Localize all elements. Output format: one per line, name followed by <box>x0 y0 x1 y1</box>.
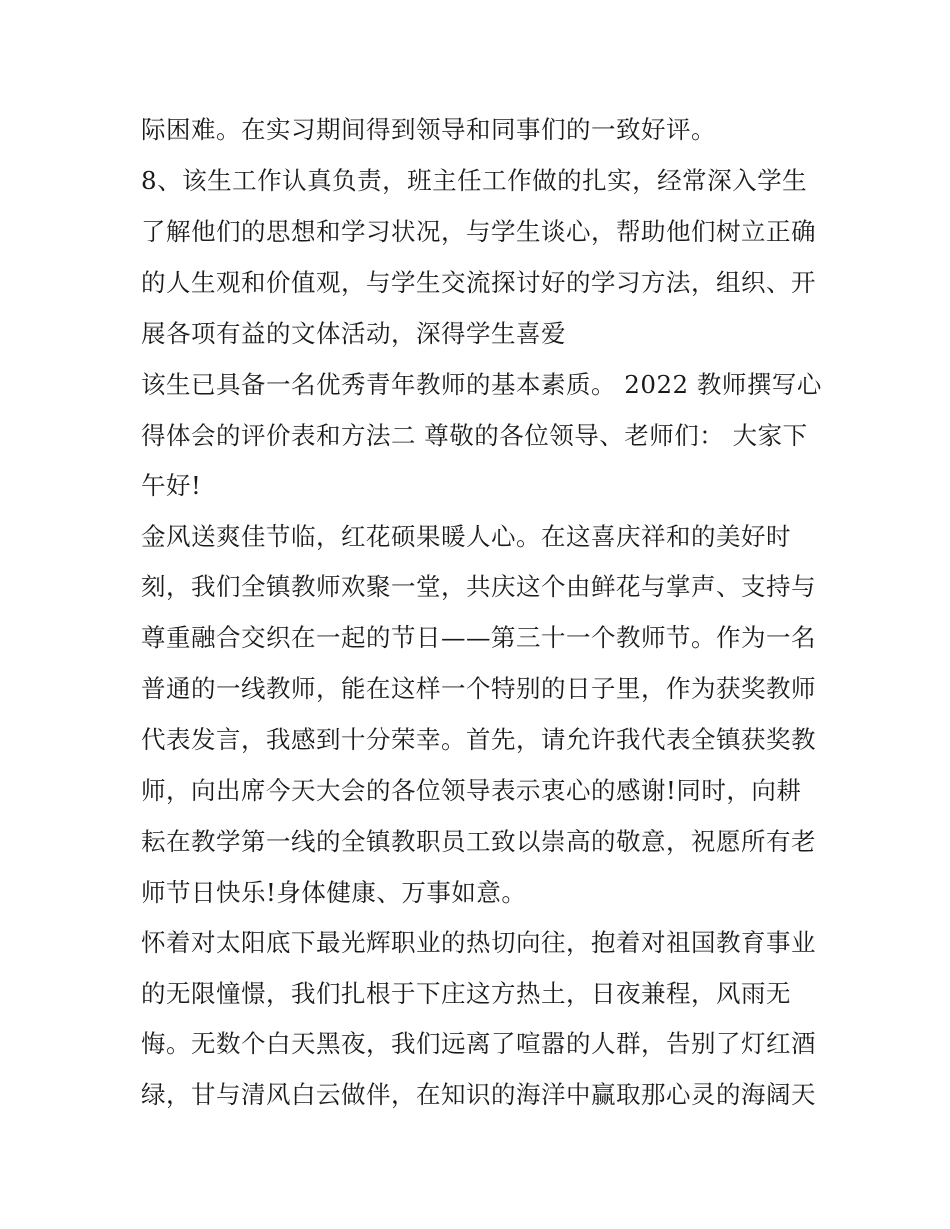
text-line: 绿，甘与清风白云做伴，在知识的海洋中赢取那心灵的海阔天 <box>141 1080 816 1109</box>
text-line: 尊重融合交织在一起的节日——第三十一个教师节。作为一名 <box>141 623 816 652</box>
text-line: 代表发言，我感到十分荣幸。首先，请允许我代表全镇获奖教 <box>141 725 816 754</box>
text-line: 得体会的评价表和方法二 尊敬的各位领导、老师们： 大家下 <box>141 421 808 450</box>
text-line: 怀着对太阳底下最光辉职业的热切向往，抱着对祖国教育事业 <box>141 928 816 957</box>
text-line: 展各项有益的文体活动，深得学生喜爱 <box>141 319 566 348</box>
text-line: 的人生观和价值观，与学生交流探讨好的学习方法，组织、开 <box>141 268 816 297</box>
text-line: 金风送爽佳节临，红花硕果暖人心。在这喜庆祥和的美好时 <box>141 522 791 551</box>
text-line: 8、该生工作认真负责，班主任工作做的扎实，经常深入学生 <box>141 166 808 195</box>
text-line: 悔。无数个白天黑夜，我们远离了喧嚣的人群，告别了灯红酒 <box>141 1029 816 1058</box>
text-line: 师节日快乐!身体健康、万事如意。 <box>141 878 527 907</box>
text-line: 刻，我们全镇教师欢聚一堂，共庆这个由鲜花与掌声、支持与 <box>141 572 816 601</box>
text-line: 午好! <box>141 471 202 500</box>
text-line: 了解他们的思想和学习状况，与学生谈心，帮助他们树立正确 <box>141 217 816 246</box>
text-line: 普通的一线教师，能在这样一个特别的日子里，作为获奖教师 <box>141 674 816 703</box>
text-line: 师，向出席今天大会的各位领导表示衷心的感谢!同时，向耕 <box>141 776 802 805</box>
text-line: 该生已具备一名优秀青年教师的基本素质。 2022 教师撰写心 <box>141 370 822 399</box>
text-line: 的无限憧憬，我们扎根于下庄这方热土，日夜兼程，风雨无 <box>141 979 791 1008</box>
text-line: 际困难。在实习期间得到领导和同事们的一致好评。 <box>141 115 716 144</box>
text-line: 耘在教学第一线的全镇教职员工致以崇高的敬意，祝愿所有老 <box>141 827 816 856</box>
